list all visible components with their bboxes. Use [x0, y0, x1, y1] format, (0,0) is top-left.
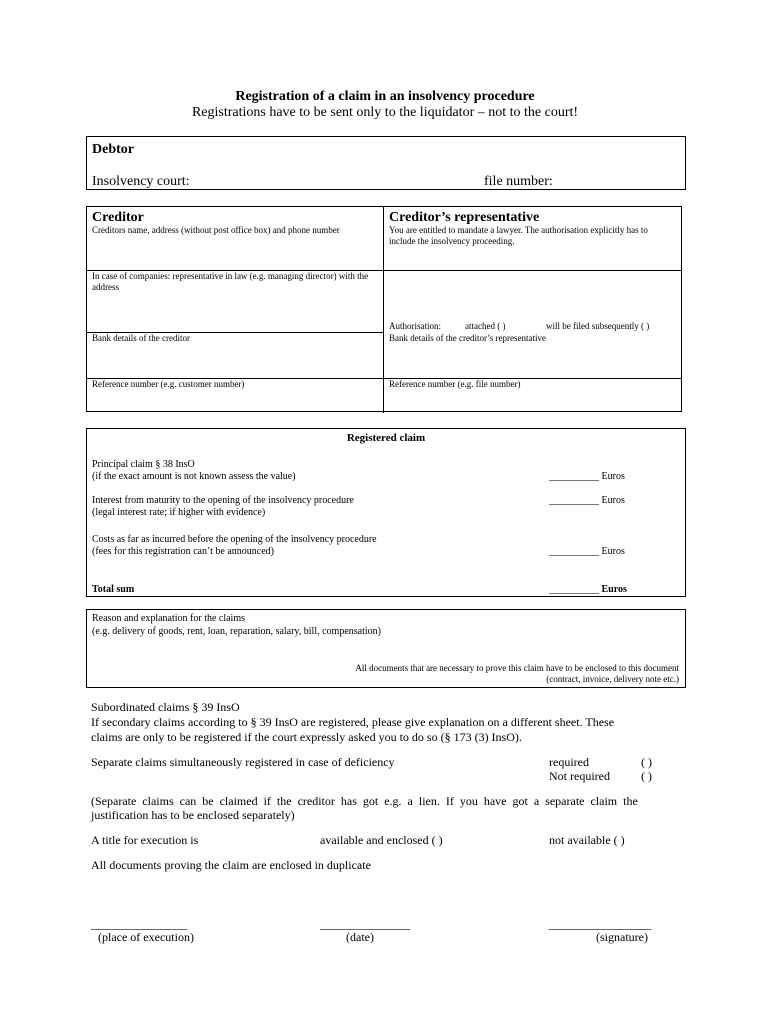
file-number-field[interactable]: file number:	[484, 174, 553, 189]
representative-heading: Creditor’s representative	[389, 210, 540, 225]
subordinated-heading: Subordinated claims § 39 InsO	[91, 700, 240, 714]
creditor-heading: Creditor	[92, 210, 144, 225]
registered-claim-box	[86, 428, 686, 597]
company-representative-field[interactable]: In case of companies: representative in law (e.g. managing director) with the address	[92, 271, 369, 292]
place-caption: (place of execution)	[98, 930, 194, 944]
separate-note-1: (Separate claims can be claimed if the creditor has got e.g. a lien. If you have got a separate claim the	[91, 794, 638, 808]
separate-note-2: justification has to be enclosed separately)	[91, 808, 295, 822]
reason-documents-examples: (contract, invoice, delivery note etc.)	[546, 674, 679, 684]
total-sum-amount[interactable]	[549, 584, 627, 596]
separate-claims-label: Separate claims simultaneously registered in case of deficiency	[91, 755, 395, 769]
representative-reference-field[interactable]: Reference number (e.g. file number)	[389, 379, 521, 389]
reason-label: Reason and explanation for the claims	[92, 613, 246, 624]
title-available-checkbox[interactable]: available and enclosed ( )	[320, 833, 443, 847]
creditor-bank-field[interactable]: Bank details of the creditor	[92, 333, 190, 343]
representative-bank-field[interactable]: Bank details of the creditor’s representative	[389, 333, 547, 343]
debtor-box	[86, 136, 686, 190]
form-subtitle: Registrations have to be sent only to the liquidator – not to the court!	[191, 105, 579, 120]
costs-label: Costs as far as incurred before the opening of the insolvency procedure	[92, 534, 377, 545]
place-signature-line[interactable]: ________________	[91, 917, 187, 931]
registered-claim-heading: Registered claim	[346, 432, 426, 444]
duplicate-statement: All documents proving the claim are enclosed in duplicate	[91, 858, 371, 872]
total-sum-label: Total sum	[92, 584, 135, 595]
total-sum-unit: Euros	[601, 584, 627, 595]
creditor-name-field[interactable]: Creditors name, address (without post office box) and phone number	[92, 225, 340, 235]
separate-required-label: required	[549, 755, 589, 769]
creditor-grid	[86, 206, 682, 412]
principal-claim-label: Principal claim § 38 InsO	[92, 459, 195, 470]
date-caption: (date)	[346, 930, 374, 944]
title-execution-label: A title for execution is	[91, 833, 199, 847]
form-title: Registration of a claim in an insolvency procedure	[235, 89, 535, 104]
separate-not-required-label: Not required	[549, 769, 610, 783]
reason-examples: (e.g. delivery of goods, rent, loan, reparation, salary, bill, compensation)	[92, 626, 381, 637]
insolvency-court-field[interactable]: Insolvency court:	[92, 174, 190, 189]
interest-note: (legal interest rate; if higher with evidence)	[92, 507, 266, 518]
principal-claim-amount[interactable]: __________ Euros	[549, 471, 625, 482]
subordinated-text-2: claims are only to be registered if the court expressly asked you to do so (§ 173 (3) InsO).	[91, 730, 522, 744]
title-not-available-checkbox[interactable]: not available ( )	[549, 833, 625, 847]
interest-amount[interactable]: __________ Euros	[549, 495, 625, 506]
representative-note: You are entitled to mandate a lawyer. The authorisation explicitly has to include the insolvency proceeding.	[389, 225, 648, 246]
signature-caption: (signature)	[596, 930, 648, 944]
date-signature-line[interactable]: _______________	[320, 917, 410, 931]
authorisation-label: Authorisation:	[389, 321, 441, 331]
authorisation-attached-checkbox[interactable]: attached ( )	[465, 321, 506, 331]
reason-documents-note: All documents that are necessary to prove this claim have to be enclosed to this document	[355, 663, 679, 673]
separate-required-checkbox[interactable]: ( )	[641, 755, 652, 769]
reason-box[interactable]	[86, 609, 686, 688]
costs-note: (fees for this registration can’t be announced)	[92, 546, 274, 557]
debtor-heading: Debtor	[92, 142, 134, 157]
separate-not-required-checkbox[interactable]: ( )	[641, 769, 652, 783]
total-sum-blank: __________	[549, 584, 599, 595]
subordinated-text-1: If secondary claims according to § 39 InsO are registered, please give explanation on a different sheet. These	[91, 715, 615, 729]
principal-claim-note: (if the exact amount is not known assess the value)	[92, 471, 296, 482]
authorisation-later-checkbox[interactable]: will be filed subsequently ( )	[546, 321, 650, 331]
signature-line[interactable]: _________________	[549, 917, 651, 931]
creditor-reference-field[interactable]: Reference number (e.g. customer number)	[92, 379, 245, 389]
costs-amount[interactable]: __________ Euros	[549, 546, 625, 557]
interest-label: Interest from maturity to the opening of the insolvency procedure	[92, 495, 354, 506]
